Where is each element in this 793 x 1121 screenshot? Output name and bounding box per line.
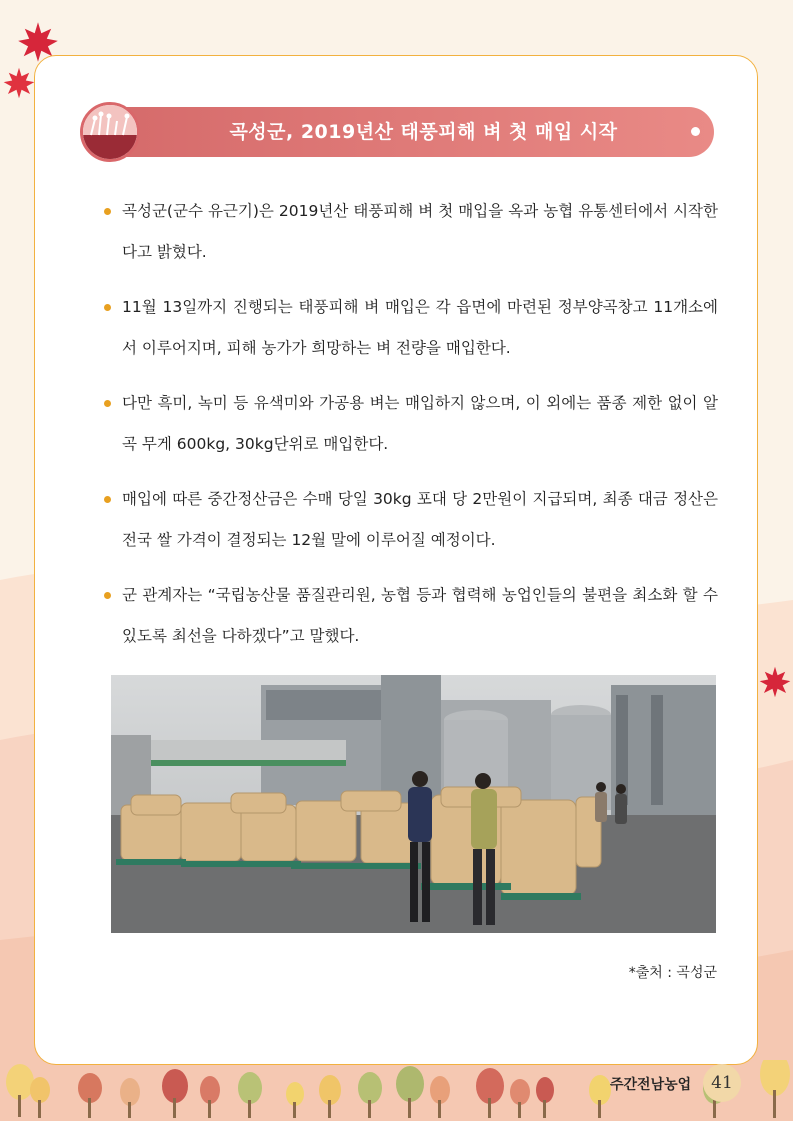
list-item [104,383,718,465]
bullet-dot-icon [104,400,111,407]
page-title: 곡성군, 2019년산 태풍피해 벼 첫 매입 시작 [229,121,618,143]
bullet-dot-icon [104,304,111,311]
bullet-text: 다만 흑미, 녹미 등 유색미와 가공용 벼는 매입하지 않으며, 이 외에는 품종 제한 없이 알곡 무게 600kg, 30kg단위로 매입한다. [122,394,718,453]
bullet-list [104,191,718,671]
bullet-text: 11월 13일까지 진행되는 태풍피해 벼 매입은 각 읍면에 마련된 정부양곡창고 11개소에서 이루어지며, 피해 농가가 희망하는 벼 전량을 매입한다. [122,298,718,357]
list-item [104,287,718,369]
page-number: 41 [703,1064,741,1102]
maple-leaf-icon [2,66,36,100]
maple-leaf-icon [758,665,792,699]
list-item [104,575,718,657]
title-bar [98,107,714,157]
bullet-dot-icon [104,208,111,215]
source-credit: *출처 : 곡성군 [628,965,717,981]
bullet-dot-icon [104,496,111,503]
bullet-text: 매입에 따른 중간정산금은 수매 당일 30kg 포대 당 2만원이 지급되며, 최종 대금 정산은 전국 쌀 가격이 결정되는 12월 말에 이루어질 예정이다. [122,490,718,549]
rice-purchase-photo [111,675,716,933]
title-dot-icon [691,127,700,136]
bullet-dot-icon [104,592,111,599]
list-item [104,479,718,561]
bullet-text: 곡성군(군수 유근기)은 2019년산 태풍피해 벼 첫 매입을 옥과 농협 유통센터에서 시작한다고 밝혔다. [122,202,718,261]
publication-name: 주간전남농업 [610,1077,692,1093]
list-item [104,191,718,273]
title-badge-icon [80,102,140,162]
bullet-text: 군 관계자는 “국립농산물 품질관리원, 농협 등과 협력해 농업인들의 불편을 최소화 할 수 있도록 최선을 다하겠다”고 말했다. [122,586,718,645]
